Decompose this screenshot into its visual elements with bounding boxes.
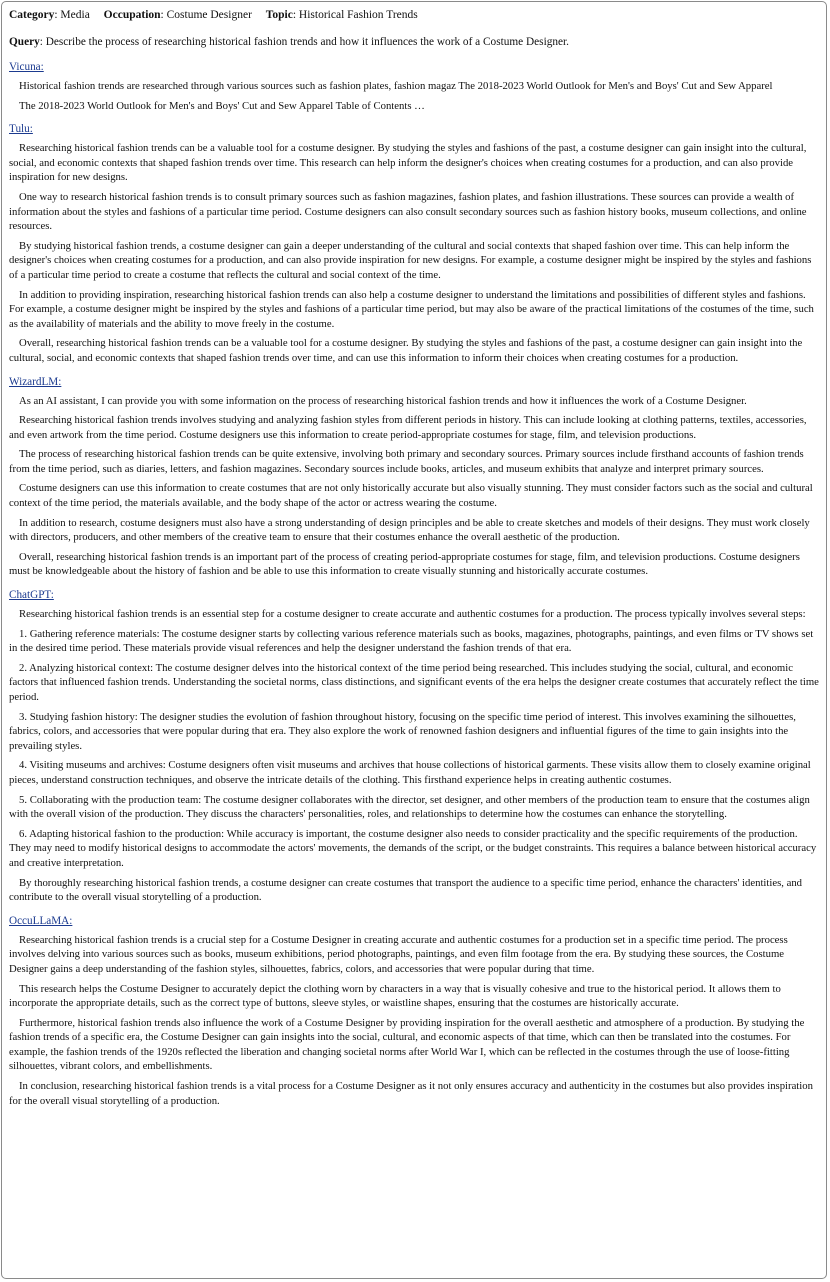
- response-paragraph: By thoroughly researching historical fashion trends, a costume designer can create costumes that transport the audience to a specific time period, enhance the characters' identities, and contribute to the overall visual storytelling of a production.: [9, 876, 803, 904]
- model-name: Vicuna:: [9, 61, 44, 73]
- response-paragraph: One way to research historical fashion trends is to consult primary sources such as fashion magazines, fashion plates, and fashion illustrations. These sources can provide a wealth of information about the styles and fashions of a particular time period. Costume designers can also consult secondary sources such as fashion history books, museum collections, and online resources.: [9, 190, 807, 233]
- response-section: [9, 588, 819, 905]
- model-name: Tulu:: [9, 123, 33, 136]
- response-paragraph: Costume designers can use this information to create costumes that are not only historically accurate but also visually stunning. They must consider factors such as the social and cultural context of the time period, the materials available, and the body shape of the actor or actress wearing the costume.: [9, 482, 813, 510]
- model-name: OccuLLaMA:: [9, 914, 73, 927]
- response-paragraph: This research helps the Costume Designer to accurately depict the clothing worn by characters in a way that is visually cohesive and true to the historical period. It allows them to incorporate the appropriate details, such as the correct type of buttons, sleeve styles, or waistline shapes, ensuring that the costumes are historically accurate.: [9, 982, 781, 1010]
- response-section: [9, 60, 819, 113]
- response-paragraph: Furthermore, historical fashion trends also influence the work of a Costume Designer by providing inspiration for the overall aesthetic and atmosphere of a production. By studying the fashion trends of a specific era, the Costume Designer can gain insights into the social, cultural, and economic aspects of that time, which can then be translated into the costumes. For example, the fashion trends of the 1920s reflected the liberation and changing societal norms after World War I, which can be reflected in the costumes through the use of loose-fitting silhouettes, vibrant colors, and embellishments.: [9, 1016, 805, 1073]
- category-value: : Media: [54, 9, 90, 21]
- response-paragraph: Researching historical fashion trends is an essential step for a costume designer to create accurate and authentic costumes for a production. The process typically involves several steps:: [19, 608, 806, 621]
- response-paragraph: 4. Visiting museums and archives: Costume designers often visit museums and archives that house collections of historical garments. These visits allow them to closely examine original pieces, understand construction techniques, and observe the intricate details of the clothing. This firsthand experience helps in creating authentic costumes.: [9, 759, 811, 786]
- query-label: Query: [9, 36, 40, 48]
- response-section: [9, 914, 819, 1109]
- response-paragraph: As an AI assistant, I can provide you with some information on the process of researching historical fashion trends and how it influences the work of a Costume Designer.: [19, 394, 747, 407]
- response-paragraph: 6. Adapting historical fashion to the production: While accuracy is important, the costume designer also needs to consider practicality and the specific requirements of the production. They may need to modify historical designs to accommodate the actors' movements, the demands of the script, or the budget constraints. This requires a balance between historical accuracy and creative interpretation.: [9, 827, 817, 869]
- response-paragraph: By studying historical fashion trends, a costume designer can gain a deeper understanding of the cultural and social contexts that shaped fashion over time. This can help inform the designer's choices when creating costumes for a production, and can also provide inspiration for new designs. For example, a costume designer might be inspired by the styles and fashions of a particular time period to create a costume that reflects the cultural and social context of the time.: [9, 239, 812, 281]
- document-frame: [1, 1, 827, 1279]
- response-paragraph: Researching historical fashion trends involves studying and analyzing fashion styles from different periods in history. This can include looking at clothing patterns, textiles, accessories, and even artwork from the time period. Costume designers use this information to create period-appropriate costumes for stage, film, and television productions.: [9, 414, 807, 441]
- response-paragraph: The process of researching historical fashion trends can be quite extensive, involving both primary and secondary sources. Primary sources include firsthand accounts of fashion trends from the time period, such as diaries, letters, and fashion magazines. Secondary sources include books, articles, and museum exhibits that analyze and interpret primary sources.: [9, 448, 804, 475]
- response-paragraph: In addition to providing inspiration, researching historical fashion trends can also help a costume designer to understand the limitations and possibilities of different styles and fashions. For example, a costume designer might be inspired by the styles and fashions of a particular time period, but may also be aware of the practical limitations of the costumes of the time, such as the availability of materials and the ability to move freely in the costume.: [9, 288, 814, 330]
- response-paragraph: 3. Studying fashion history: The designer studies the evolution of fashion throughout history, focusing on the specific time period of interest. This involves examining the silhouettes, fabrics, colors, and accessories that were popular during that era. They also explore the work of renowned fashion designers and influential figures of the time to gain insights into the prevailing styles.: [9, 710, 796, 752]
- response-section: [9, 122, 819, 365]
- response-paragraph: Historical fashion trends are researched through various sources such as fashion plates, fashion magaz The 2018-2023 World Outlook for Men's and Boys' Cut and Sew Apparel: [19, 80, 773, 92]
- response-paragraph: 5. Collaborating with the production team: The costume designer collaborates with the director, set designer, and other members of the production team to ensure that the costumes align with the overall vision of the production. They discuss the characters' personalities, roles, and relationships to determine how the costumes can enhance the storytelling.: [9, 793, 810, 821]
- meta-line: [9, 7, 819, 23]
- model-name: WizardLM:: [9, 375, 62, 388]
- response-paragraph: Researching historical fashion trends can be a valuable tool for a costume designer. By studying the styles and fashions of the past, a costume designer can gain insight into the cultural, social, and economic contexts that shaped fashion trends over time. This research can help inform the designer's choices when creating costumes for a production, and can also provide inspiration for new designs.: [9, 142, 807, 184]
- topic-value: : Historical Fashion Trends: [292, 9, 418, 21]
- query-text: : Describe the process of researching historical fashion trends and how it influences the work of a Costume Designer.: [39, 36, 569, 48]
- response-paragraph: In conclusion, researching historical fashion trends is a vital process for a Costume Designer as it not only ensures accuracy and authenticity in the costumes but also provides inspiration for the overall visual storytelling of a production.: [9, 1080, 813, 1107]
- query-line: [9, 35, 819, 50]
- response-section: [9, 375, 819, 580]
- category-label: Category: [9, 9, 55, 21]
- response-paragraph: Overall, researching historical fashion trends is an important part of the process of creating period-appropriate costumes for stage, film, and television productions. Costume designers must be knowledgeable about the history of fashion and be able to use this information to create visually stunning and historically accurate costumes.: [9, 550, 800, 578]
- response-paragraph: Overall, researching historical fashion trends can be a valuable tool for a costume designer. By studying the styles and fashions of the past, a costume designer can gain insight into the cultural, social, and economic contexts that shaped fashion trends over time, and can use this information to inform their choices when creating costumes for a production.: [9, 337, 803, 364]
- response-paragraph: The 2018-2023 World Outlook for Men's and Boys' Cut and Sew Apparel Table of Contents …: [19, 99, 425, 112]
- response-paragraph: In addition to research, costume designers must also have a strong understanding of design principles and be able to create sketches and models of their designs. They must work closely with directors, producers, and other members of the creative team to ensure that their costumes enhance the overall aesthetic of the production.: [9, 516, 810, 544]
- occupation-label: Occupation: [103, 9, 161, 21]
- response-paragraph: 2. Analyzing historical context: The costume designer delves into the historical context of the time period being researched. This includes studying the social, cultural, and economic factors that influenced fashion trends. Understanding the societal norms, class distinctions, and significant events of the era helps the designer create costumes that accurately reflect the time period.: [9, 661, 819, 703]
- occupation-value: : Costume Designer: [160, 9, 252, 21]
- response-paragraph: 1. Gathering reference materials: The costume designer starts by collecting various reference materials such as books, magazines, photographs, paintings, and even films or TV shows set in the desired time period. These materials provide visual references and help the designer understand the fashion trends of that era.: [9, 627, 814, 655]
- response-paragraph: Researching historical fashion trends is a crucial step for a Costume Designer in creating accurate and authentic costumes for a production set in a specific time period. The process involves delving into various sources such as books, museum exhibitions, period photographs, paintings, and even film footage from the era. By studying these sources, the Costume Designer gains a deep understanding of the fashion styles, silhouettes, fabrics, colors, and accessories that were popular during that time.: [9, 933, 788, 975]
- topic-label: Topic: [265, 9, 293, 21]
- responses: [9, 60, 819, 1108]
- model-name: ChatGPT:: [9, 589, 54, 602]
